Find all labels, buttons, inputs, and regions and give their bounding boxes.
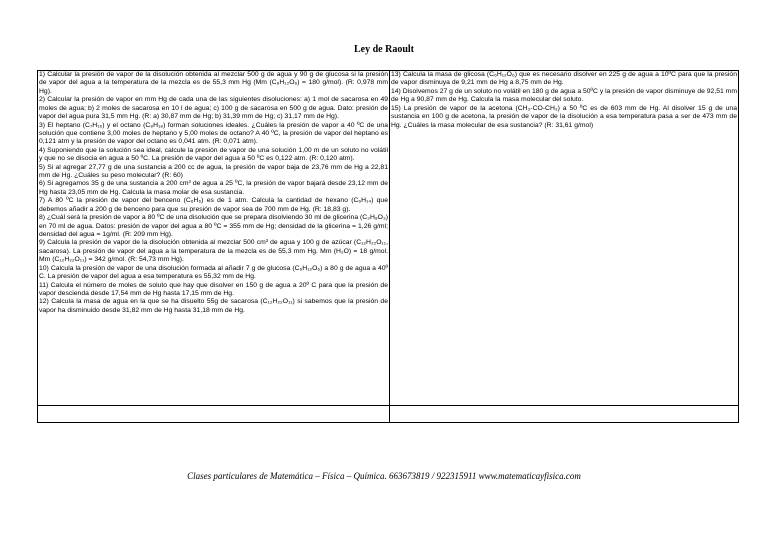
exercise-table (37, 70, 739, 423)
right-column-cell (390, 71, 739, 406)
left-column-cell (38, 71, 390, 406)
exercise-6: 6) Si agregamos 35 g de una sustancia a 200 cm³ de agua a 25 ºC, la presión de vapor bajará desde 23,12 mm de Hg hasta 23,05 mm de Hg. Calcula la masa molar de esa sustancia. (39, 180, 388, 196)
exercise-12: 12) Calcula la masa de agua en la que se ha disuelto 55g de sacarosa (C₁₂H₂₂O₁₁) si sabemos que la presión de vapor ha disminuido desde 31,82 mm de Hg hasta 31,18 mm de Hg. (39, 298, 388, 314)
empty-cell-left (38, 406, 390, 423)
table-row (38, 71, 739, 406)
exercise-15: 15) La presión de vapor de la acetona (CH₃-CO-CH₃) a 50 ºC es de 603 mm de Hg. Al disolver 15 g de una sustancia en 100 g de acetona, la presión de vapor de la disolución a esa temperatura pasa a ser de 473 mm de Hg. ¿Cuáles la masa molecular de esa sustancia? (R: 31,61 g/mol) (391, 104, 737, 129)
exercise-9: 9) Calcula la presión de vapor de la disolución obtenida al mezclar 500 cm³ de agua y 100 g de azúcar (C₁₂H₂₂O₁₁, sacarosa). La presión de vapor del agua a la temperatura de la mezcla es de 55,3 mm Hg. Mm (H₂O) = 18 g/mol. Mm (C₁₂H₂₂O₁₁) = 342 g/mol. (R: 54,73 mm Hg). (39, 239, 388, 264)
exercise-10: 10) Calcula la presión de vapor de una disolución formada al añadir 7 g de glucosa (C₆H₁₂O₆) a 80 g de agua a 40º C. La presión de vapor del agua a esa temperatura es 55,32 mm de Hg. (39, 264, 388, 281)
exercise-11: 11) Calcula el número de moles de soluto que hay que disolver en 150 g de agua a 20º C para que la presión de vapor descienda desde 17,54 mm de Hg hasta 17,15 mm de Hg. (39, 281, 388, 297)
exercise-5: 5) Si al agregar 27,77 g de una sustancia a 200 cc de agua, la presión de vapor baja de 23,76 mm de Hg a 22,81 mm de Hg. ¿Cuáles su peso molecular? (R: 60) (39, 163, 388, 180)
document-title: Ley de Raoult (354, 44, 414, 55)
exercise-8: 8) ¿Cuál será la presión de vapor a 80 ºC de una disolución que se prepara disolviendo 30 ml de glicerina (C₃H₈O₃) en 70 ml de agua. Datos: presión de vapor del agua a 80 ºC = 355 mm de Hg; densidad de la glicerina = 1,26 g/ml; densidad del agua = 1g/ml. (R: 209 mm Hg). (39, 214, 388, 239)
exercise-1: 1) Calcular la presión de vapor de la disolución obtenida al mezclar 500 g de agua y 90 g de glucosa si la presión de vapor del agua a la temperatura de la mezcla es de 55,3 mm Hg (Mm (C₆H₁₂O₆) = 180 g/mol). (R: 0,978 mm Hg). (39, 71, 388, 95)
exercise-7: 7) A 80 ºC la presión de vapor del benceno (C₆H₆) es de 1 atm. Calcula la cantidad de hexano (C₆H₁₄) que debemos añadir a 200 g de benceno para que su presión de vapor sea de 700 mm de Hg. (R: 18,83 g). (39, 197, 388, 213)
exercise-3: 3) El heptano (C₇H₁₆) y el octano (C₈H₁₈) forman soluciones ideales. ¿Cuáles la presión de vapor a 40 ºC de una solución que contiene 3,00 moles de heptano y 5,00 moles de octano? A 40 ºC, la presión de vapor del heptano es 0,121 atm y la presión de vapor del octano es 0,041 atm. (R: 0,071 atm). (39, 121, 388, 146)
footer-contact: Clases particulares de Matemática – Física – Química. 663673819 / 922315911 www.matematicayfisica.com (187, 471, 581, 481)
exercise-4: 4) Suponiendo que la solución sea ideal, calcule la presión de vapor de una solución 1,00 m de un soluto no volátil y que no se disocia en agua a 50 ºC. La presión de vapor del agua a 50 ºC es 0,122 atm. (R: 0,120 atm). (39, 146, 388, 163)
empty-cell-right (390, 406, 739, 423)
exercise-13: 13) Calcula la masa de glicosa (C₆H₁₂O₆) que es necesario disolver en 225 g de agua a 10ºC para que la presión de vapor disminuya de 9,21 mm de Hg a 8,75 mm de Hg. (391, 71, 737, 87)
table-row (38, 406, 739, 423)
exercise-2: 2) Calcular la presión de vapor en mm Hg de cada una de las siguientes disoluciones: a) 1 mol de sacarosa en 49 moles de agua; b) 2 moles de sacarosa en 10 l de agua; c) 100 g de sacarosa en 500 g de agua. Dato: presión de vapor del agua pura 31,5 mm Hg. (R: a) 30,87 mm de Hg; b) 31,39 mm de Hg; c) 31,17 mm de Hg). (39, 96, 388, 121)
exercise-14: 14) Disolvemos 27 g de un soluto no volátil en 180 g de agua a 50ºC y la presión de vapor disminuye de 92,51 mm de Hg a 90,87 mm de Hg. Calcula la masa molecular del soluto. (391, 87, 737, 104)
